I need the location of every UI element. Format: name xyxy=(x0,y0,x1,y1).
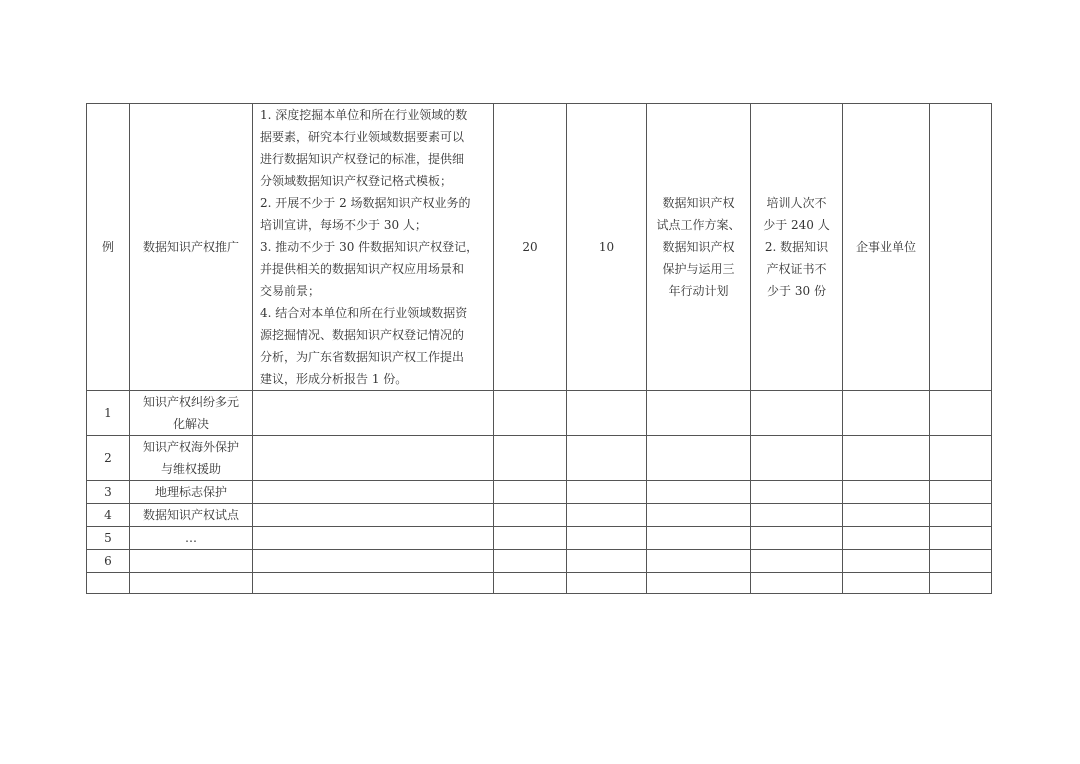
table-row xyxy=(87,573,992,594)
name-line: 化解决 xyxy=(172,417,209,431)
project-name xyxy=(130,391,253,436)
row-index: 3 xyxy=(87,481,130,504)
project-name xyxy=(130,436,253,481)
description-line: 据要素，研究本行业领域数据要素可以 xyxy=(260,130,465,144)
empty-cell xyxy=(567,391,647,436)
empty-cell xyxy=(567,504,647,527)
empty-cell xyxy=(253,436,494,481)
empty-cell xyxy=(751,527,843,550)
empty-cell xyxy=(843,391,930,436)
empty-cell xyxy=(647,550,751,573)
empty-cell xyxy=(930,436,992,481)
empty-cell xyxy=(843,573,930,594)
description-line: 交易前景； xyxy=(260,284,321,298)
remark-cell xyxy=(930,104,992,391)
empty-cell xyxy=(253,481,494,504)
table-row xyxy=(87,481,992,504)
description-line: 4. 结合对本单位和所在行业领域数据资 xyxy=(260,306,468,320)
empty-cell xyxy=(843,436,930,481)
target-line: 2. 数据知识 xyxy=(764,240,829,254)
row-index: 2 xyxy=(87,436,130,481)
empty-cell xyxy=(494,573,567,594)
description-line: 进行数据知识产权登记的标准，提供细 xyxy=(260,152,465,166)
empty-cell xyxy=(647,436,751,481)
empty-cell xyxy=(494,391,567,436)
empty-cell xyxy=(253,573,494,594)
empty-cell xyxy=(751,391,843,436)
empty-cell xyxy=(930,504,992,527)
empty-cell xyxy=(930,550,992,573)
description-line: 培训宣讲，每场不少于 30 人； xyxy=(260,218,427,232)
empty-cell xyxy=(494,550,567,573)
name-line: 与维权援助 xyxy=(160,462,221,476)
empty-cell xyxy=(647,527,751,550)
empty-cell xyxy=(930,573,992,594)
description-line: 分析，为广东省数据知识产权工作提出 xyxy=(260,350,465,364)
table-row xyxy=(87,550,992,573)
value-a: 20 xyxy=(494,104,567,391)
row-index: 4 xyxy=(87,504,130,527)
table-row xyxy=(87,391,992,436)
row-index: 例 xyxy=(87,104,130,391)
project-name: 地理标志保护 xyxy=(130,481,253,504)
empty-cell xyxy=(843,481,930,504)
empty-cell xyxy=(647,504,751,527)
description-line: 分领域数据知识产权登记格式模板； xyxy=(260,174,453,188)
table-row-example xyxy=(87,104,992,391)
description-line: 1. 深度挖掘本单位和所在行业领域的数 xyxy=(260,108,468,122)
basis-line: 年行动计划 xyxy=(668,284,729,298)
empty-cell xyxy=(494,504,567,527)
name-line: 知识产权纠纷多元 xyxy=(142,395,239,409)
description-line: 建议，形成分析报告 1 份。 xyxy=(260,372,408,386)
basis-line: 数据知识产权 xyxy=(662,196,735,210)
empty-cell xyxy=(647,573,751,594)
empty-cell xyxy=(930,481,992,504)
empty-cell xyxy=(751,504,843,527)
description-line: 源挖掘情况、数据知识产权登记情况的 xyxy=(260,328,465,342)
project-name xyxy=(130,550,253,573)
empty-cell xyxy=(647,391,751,436)
row-index: 5 xyxy=(87,527,130,550)
row-index: 1 xyxy=(87,391,130,436)
target-metrics xyxy=(751,104,843,391)
empty-cell xyxy=(567,527,647,550)
description-line: 并提供相关的数据知识产权应用场景和 xyxy=(260,262,465,276)
empty-cell xyxy=(843,504,930,527)
empty-cell xyxy=(253,550,494,573)
target-line: 培训人次不 xyxy=(766,196,827,210)
empty-cell xyxy=(494,481,567,504)
table-row xyxy=(87,436,992,481)
project-name: … xyxy=(130,527,253,550)
empty-cell xyxy=(751,481,843,504)
value-b: 10 xyxy=(567,104,647,391)
basis-line: 试点工作方案、 xyxy=(656,218,741,232)
project-name: 数据知识产权推广 xyxy=(130,104,253,391)
row-index xyxy=(87,573,130,594)
empty-cell xyxy=(567,481,647,504)
empty-cell xyxy=(647,481,751,504)
empty-cell xyxy=(751,550,843,573)
empty-cell xyxy=(567,436,647,481)
empty-cell xyxy=(253,527,494,550)
table-row xyxy=(87,504,992,527)
description-line: 3. 推动不少于 30 件数据知识产权登记， xyxy=(260,240,479,254)
empty-cell xyxy=(930,527,992,550)
empty-cell xyxy=(494,527,567,550)
basis-line: 保护与运用三 xyxy=(662,262,735,276)
empty-cell xyxy=(751,436,843,481)
name-line: 知识产权海外保护 xyxy=(142,440,239,454)
description-line: 2. 开展不少于 2 场数据知识产权业务的 xyxy=(260,196,471,210)
target-line: 少于 30 份 xyxy=(767,284,826,298)
applicant-unit: 企事业单位 xyxy=(843,104,930,391)
basis-line: 数据知识产权 xyxy=(662,240,735,254)
project-name xyxy=(130,573,253,594)
project-table xyxy=(86,103,992,594)
row-index: 6 xyxy=(87,550,130,573)
empty-cell xyxy=(751,573,843,594)
table-row xyxy=(87,527,992,550)
empty-cell xyxy=(253,391,494,436)
empty-cell xyxy=(843,550,930,573)
project-name: 数据知识产权试点 xyxy=(130,504,253,527)
empty-cell xyxy=(253,504,494,527)
empty-cell xyxy=(930,391,992,436)
target-line: 产权证书不 xyxy=(766,262,827,276)
empty-cell xyxy=(494,436,567,481)
empty-cell xyxy=(567,573,647,594)
empty-cell xyxy=(567,550,647,573)
policy-basis xyxy=(647,104,751,391)
empty-cell xyxy=(843,527,930,550)
target-line: 少于 240 人 xyxy=(763,218,830,232)
project-description xyxy=(253,104,494,391)
